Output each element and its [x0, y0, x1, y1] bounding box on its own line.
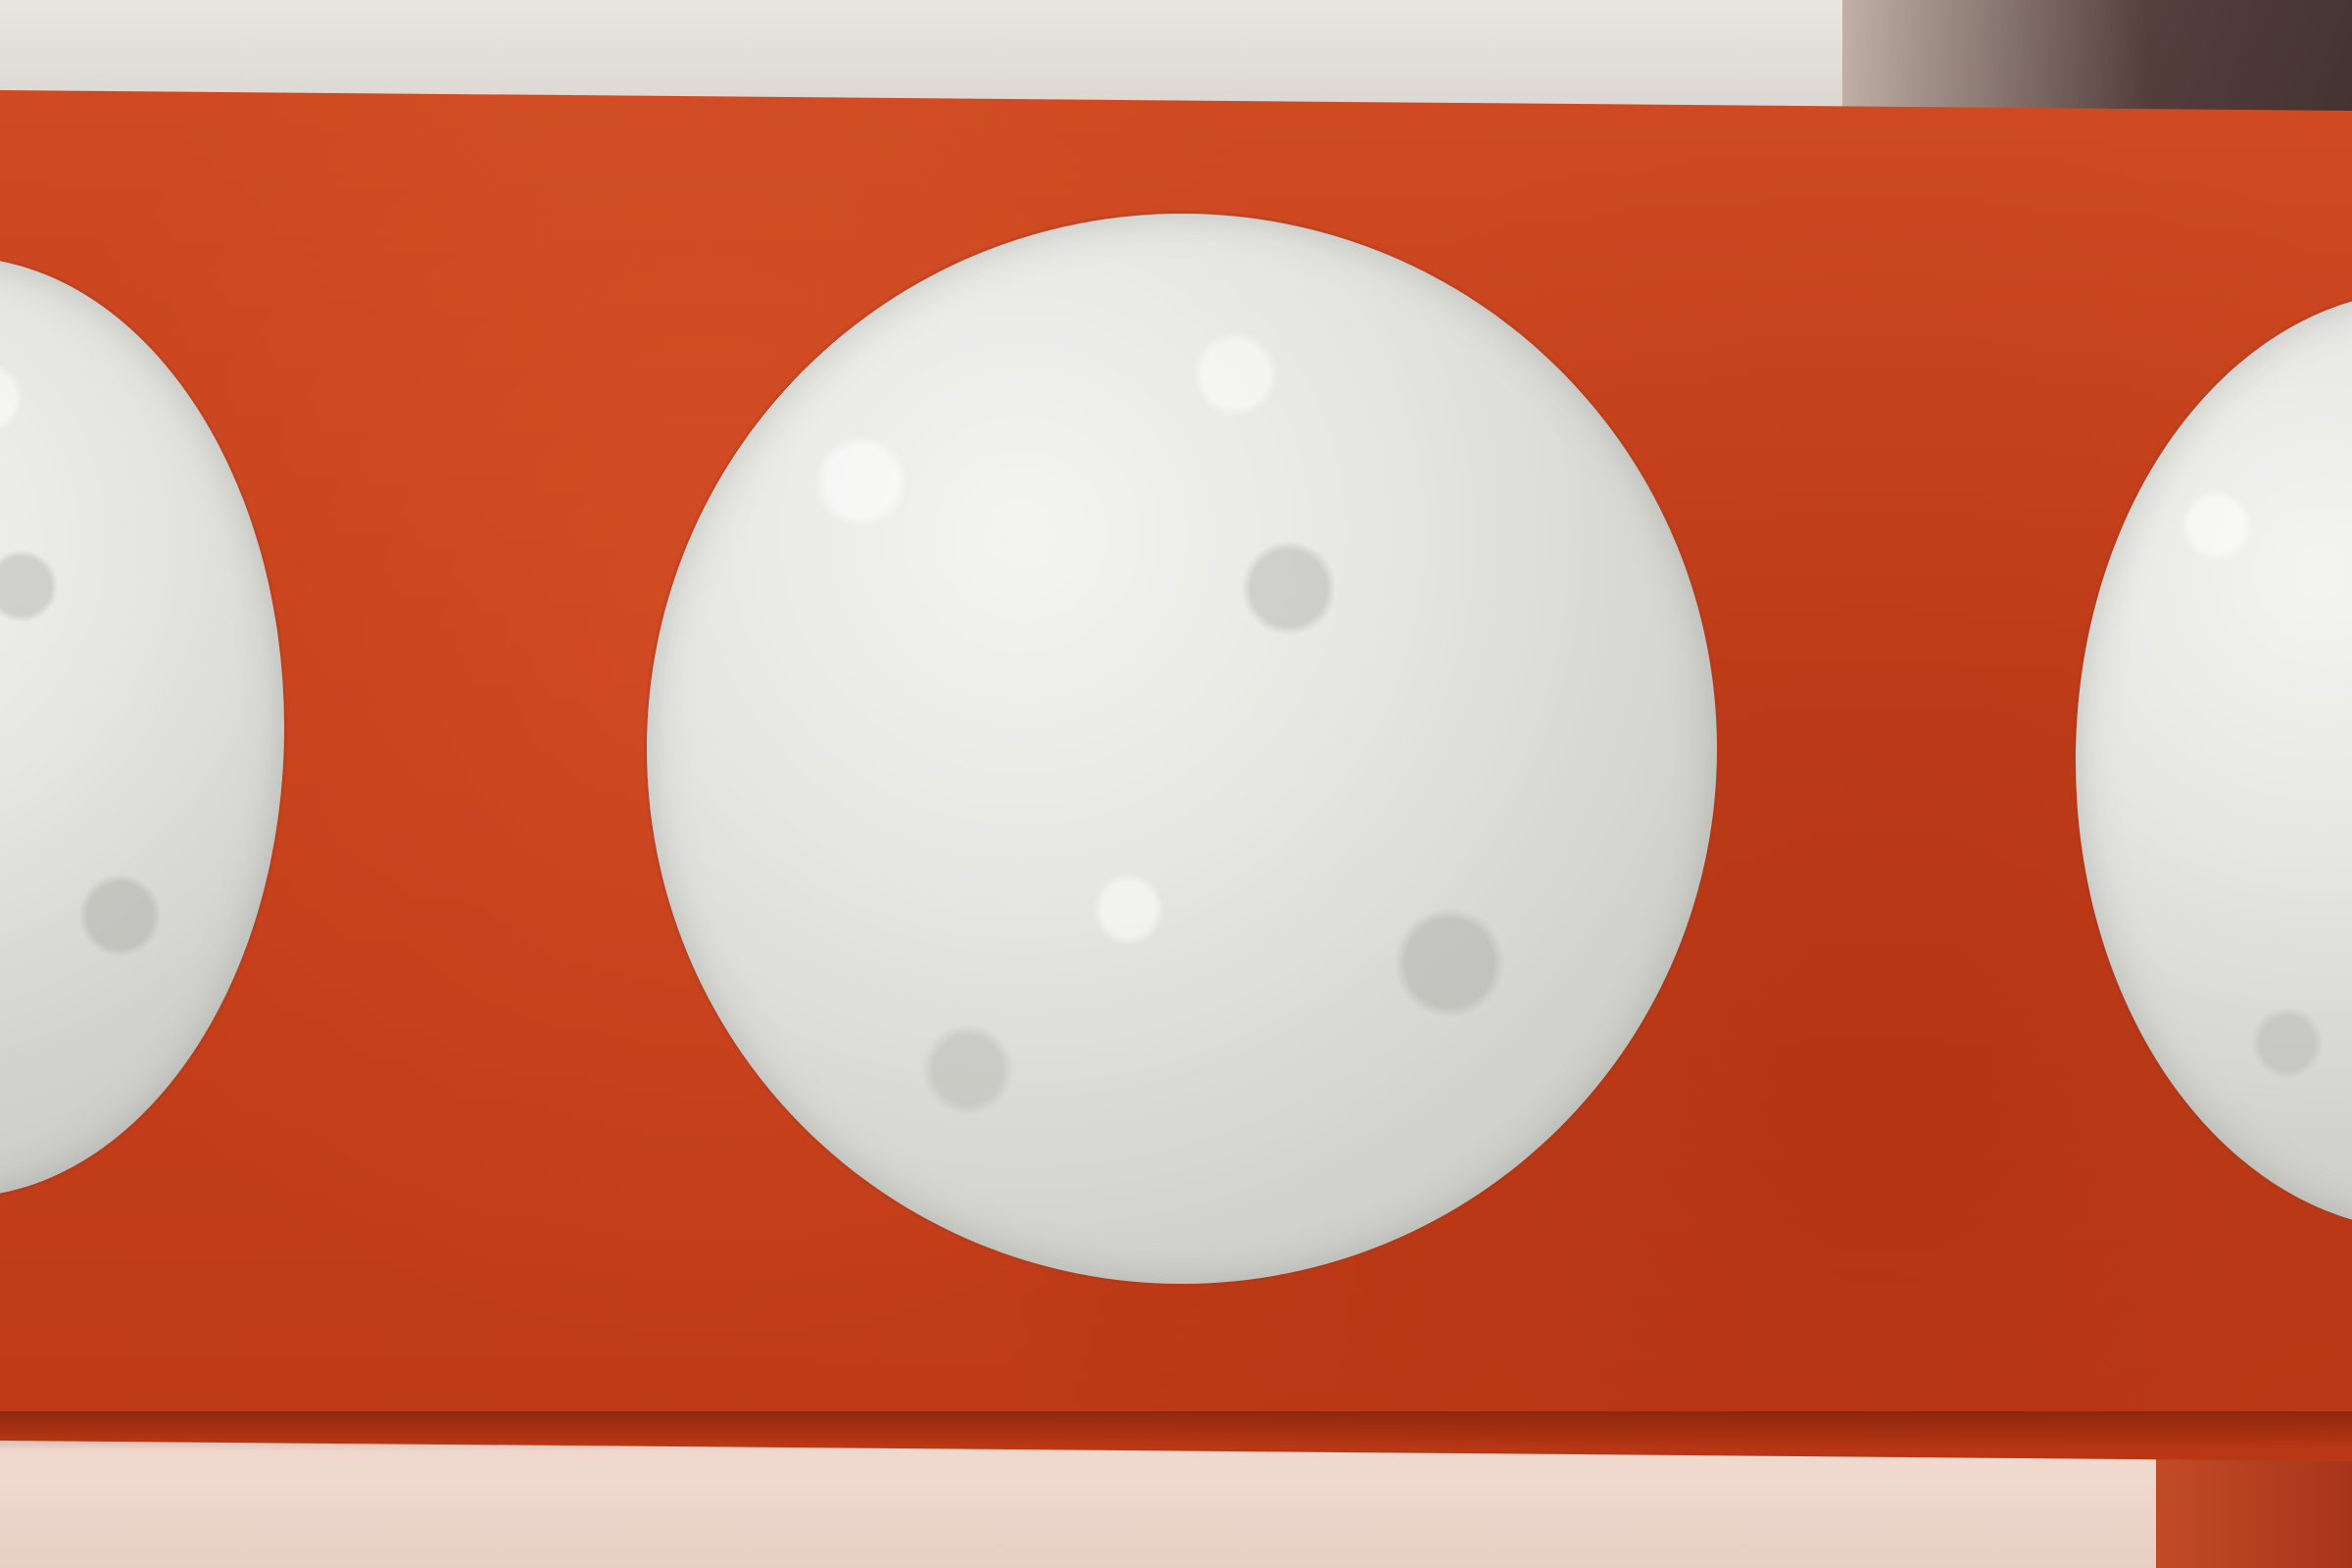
beam-shadow [0, 1411, 2352, 1450]
white-disc-center [647, 214, 1717, 1284]
